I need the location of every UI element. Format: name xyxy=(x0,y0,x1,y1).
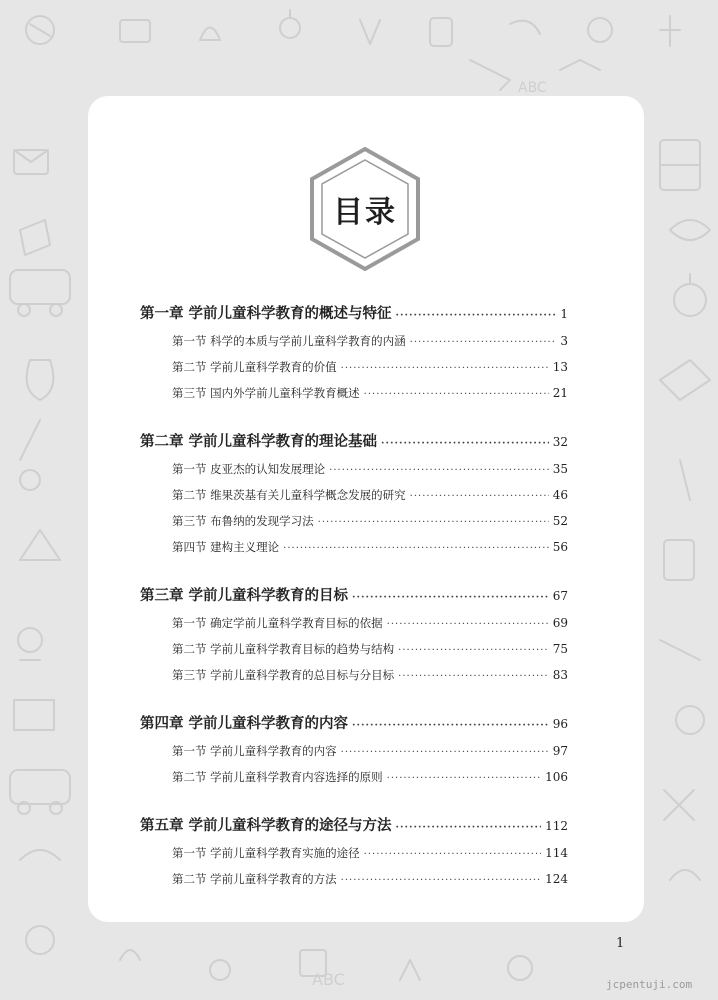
section-title: 第一节 科学的本质与学前儿童科学教育的内涵 xyxy=(172,334,406,348)
section-title: 第二节 学前儿童科学教育的方法 xyxy=(172,872,337,886)
toc-chapter-group xyxy=(140,430,568,560)
section-page: 13 xyxy=(552,360,568,374)
section-title: 第三节 国内外学前儿童科学教育概述 xyxy=(172,386,360,400)
chapter-title: 第四章 学前儿童科学教育的内容 xyxy=(140,715,349,732)
dot-leader xyxy=(352,720,549,731)
dot-leader xyxy=(341,740,549,766)
dot-leader xyxy=(352,592,549,603)
toc-section-entry[interactable] xyxy=(140,482,568,508)
table-of-contents xyxy=(140,302,568,916)
page-title: 目录 xyxy=(333,195,397,230)
chapter-title: 第一章 学前儿童科学教育的概述与特征 xyxy=(140,305,392,322)
toc-section-entry[interactable] xyxy=(140,840,568,866)
dot-leader xyxy=(387,766,541,792)
section-page: 52 xyxy=(552,514,568,528)
dot-leader xyxy=(396,822,542,833)
toc-section-entry[interactable] xyxy=(140,636,568,662)
page-number: 1 xyxy=(616,936,625,951)
toc-section-entry[interactable] xyxy=(140,456,568,482)
dot-leader xyxy=(398,638,549,664)
dot-leader xyxy=(318,510,549,536)
toc-chapter-entry[interactable] xyxy=(140,712,568,734)
toc-section-entry[interactable] xyxy=(140,662,568,688)
section-title: 第二节 学前儿童科学教育内容选择的原则 xyxy=(172,770,383,784)
toc-chapter-entry[interactable] xyxy=(140,302,568,324)
section-page: 106 xyxy=(545,770,568,784)
dot-leader xyxy=(341,356,549,382)
toc-section-entry[interactable] xyxy=(140,380,568,406)
chapter-page: 112 xyxy=(545,819,568,833)
section-title: 第二节 维果茨基有关儿童科学概念发展的研究 xyxy=(172,488,406,502)
section-title: 第三节 学前儿童科学教育的总目标与分目标 xyxy=(172,668,395,682)
toc-section-entry[interactable] xyxy=(140,354,568,380)
toc-section-entry[interactable] xyxy=(140,738,568,764)
dot-leader xyxy=(398,664,549,690)
toc-section-entry[interactable] xyxy=(140,328,568,354)
section-page: 35 xyxy=(552,462,568,476)
chapter-page: 96 xyxy=(552,717,568,731)
section-page: 21 xyxy=(552,386,568,400)
toc-chapter-entry[interactable] xyxy=(140,814,568,836)
dot-leader xyxy=(364,842,541,868)
section-page: 46 xyxy=(552,488,568,502)
toc-chapter-group xyxy=(140,712,568,790)
section-title: 第一节 学前儿童科学教育的内容 xyxy=(172,744,337,758)
section-title: 第二节 学前儿童科学教育目标的趋势与结构 xyxy=(172,642,395,656)
toc-chapter-entry[interactable] xyxy=(140,430,568,452)
chapter-title: 第五章 学前儿童科学教育的途径与方法 xyxy=(140,817,392,834)
toc-section-entry[interactable] xyxy=(140,610,568,636)
dot-leader xyxy=(381,438,549,449)
chapter-page: 1 xyxy=(560,307,568,321)
dot-leader xyxy=(410,330,557,356)
section-title: 第四节 建构主义理论 xyxy=(172,540,280,554)
chapter-title: 第三章 学前儿童科学教育的目标 xyxy=(140,587,349,604)
section-title: 第三节 布鲁纳的发现学习法 xyxy=(172,514,314,528)
toc-card xyxy=(88,96,644,922)
chapter-page: 67 xyxy=(552,589,568,603)
dot-leader xyxy=(387,612,549,638)
toc-chapter-entry[interactable] xyxy=(140,584,568,606)
watermark: jcpentuji.com xyxy=(606,978,693,991)
section-title: 第二节 学前儿童科学教育的价值 xyxy=(172,360,337,374)
toc-section-entry[interactable] xyxy=(140,508,568,534)
section-page: 83 xyxy=(552,668,568,682)
chapter-title: 第二章 学前儿童科学教育的理论基础 xyxy=(140,433,378,450)
dot-leader xyxy=(364,382,549,408)
doodle-text-abc: ABC xyxy=(518,80,547,96)
dot-leader xyxy=(396,310,557,321)
section-page: 69 xyxy=(552,616,568,630)
section-page: 3 xyxy=(560,334,568,348)
title-hexagon xyxy=(309,146,421,272)
toc-chapter-group xyxy=(140,302,568,406)
section-page: 56 xyxy=(552,540,568,554)
toc-section-entry[interactable] xyxy=(140,866,568,892)
doodle-text-abc-bottom: ABC xyxy=(312,970,345,989)
chapter-page: 32 xyxy=(552,435,568,449)
dot-leader xyxy=(283,536,549,562)
section-page: 97 xyxy=(552,744,568,758)
section-title: 第一节 皮亚杰的认知发展理论 xyxy=(172,462,326,476)
dot-leader xyxy=(410,484,549,510)
toc-section-entry[interactable] xyxy=(140,534,568,560)
section-page: 124 xyxy=(545,872,568,886)
section-title: 第一节 学前儿童科学教育实施的途径 xyxy=(172,846,360,860)
toc-chapter-group xyxy=(140,814,568,892)
section-title: 第一节 确定学前儿童科学教育目标的依据 xyxy=(172,616,383,630)
toc-chapter-group xyxy=(140,584,568,688)
section-page: 75 xyxy=(552,642,568,656)
toc-section-entry[interactable] xyxy=(140,764,568,790)
dot-leader xyxy=(341,868,541,894)
section-page: 114 xyxy=(545,846,568,860)
dot-leader xyxy=(329,458,549,484)
